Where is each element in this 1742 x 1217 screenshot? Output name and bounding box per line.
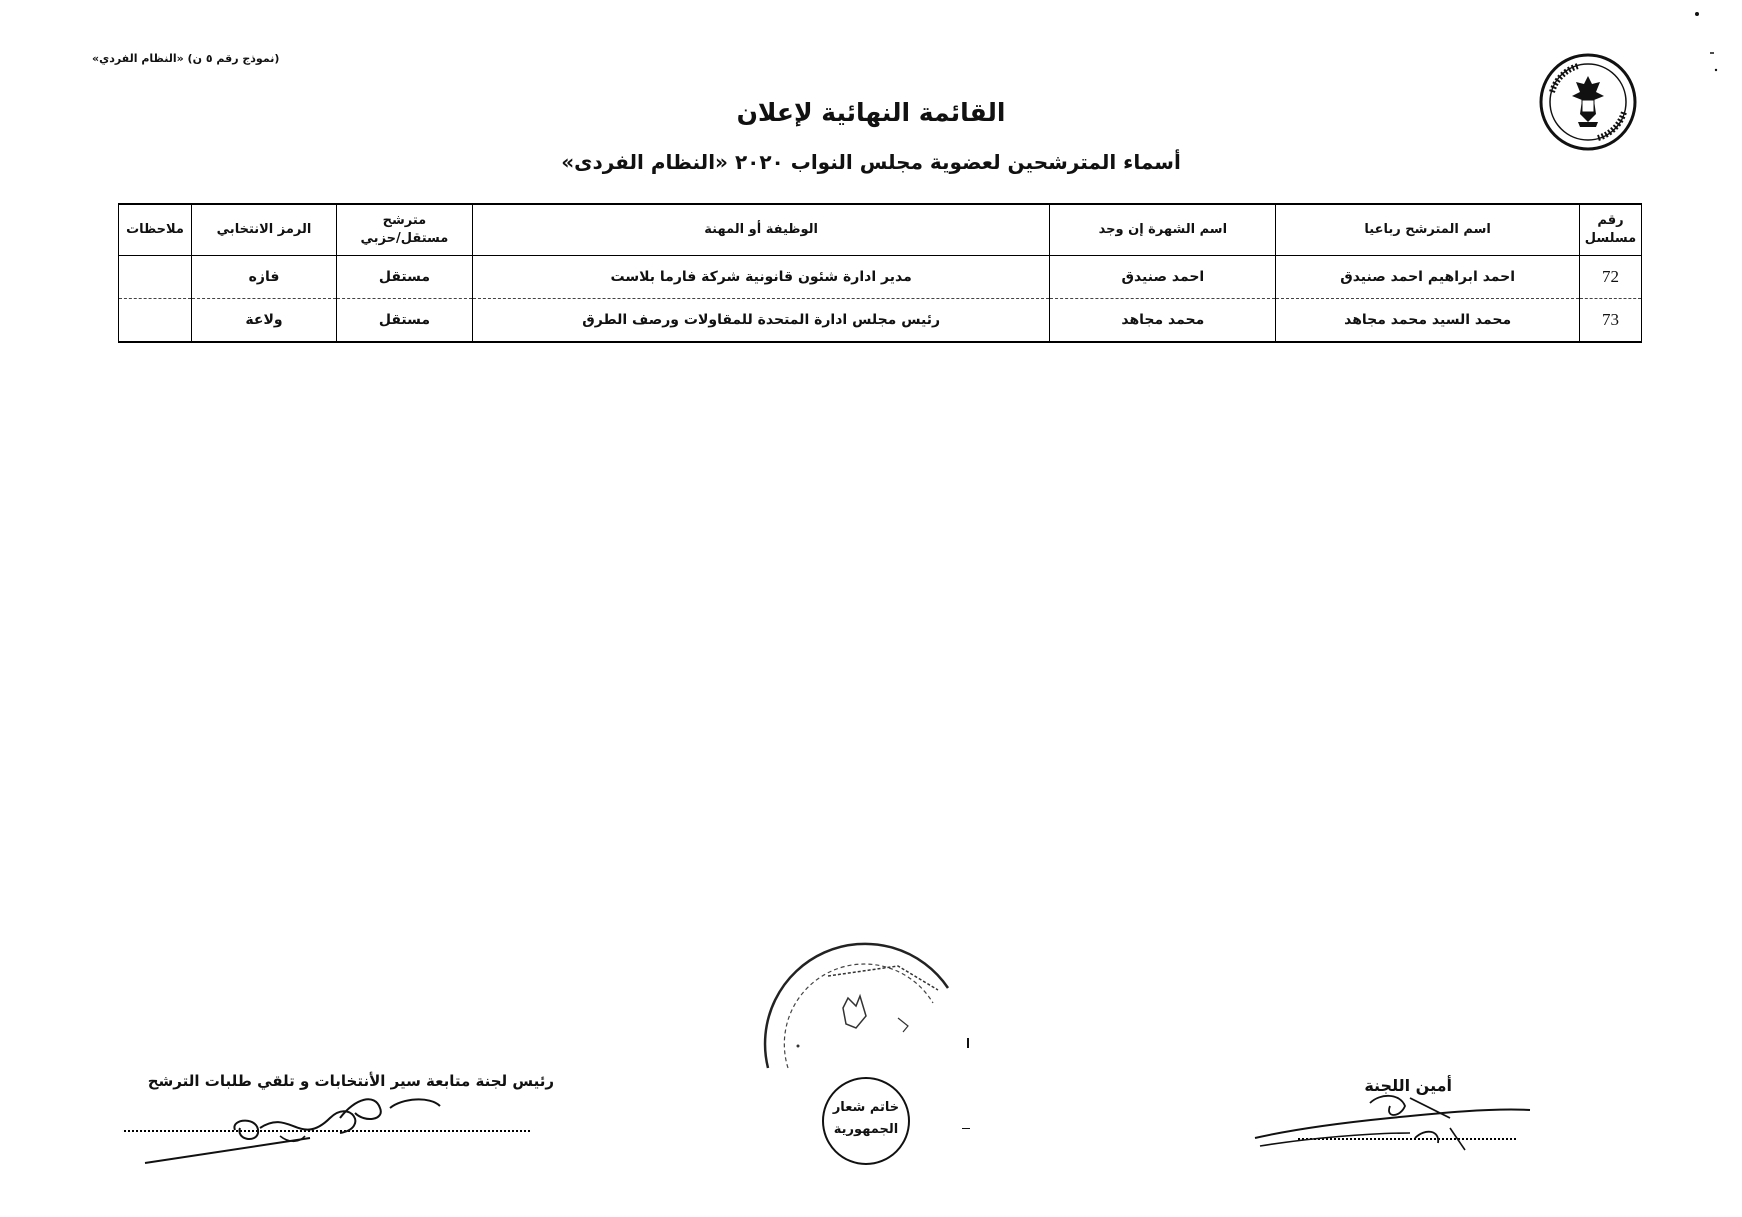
cell-serial: 72 [1580, 256, 1642, 299]
header-notes: ملاحظات [119, 204, 192, 256]
cell-nickname: احمد صنيدق [1050, 256, 1276, 299]
committee-secretary-signature [1250, 1088, 1540, 1158]
cell-electoral-symbol: ولاعة [192, 299, 337, 343]
header-serial-line2: مسلسل [1584, 231, 1637, 246]
candidates-table [118, 203, 1642, 343]
page-subtitle: أسماء المترشحين لعضوية مجلس النواب ٢٠٢٠ «النظام الفردى» [561, 150, 1181, 174]
cell-candidate-type: مستقل [336, 299, 472, 343]
cell-serial: 73 [1580, 299, 1642, 343]
cell-nickname: محمد مجاهد [1050, 299, 1276, 343]
cell-full-name: احمد ابراهيم احمد صنيدق [1276, 256, 1580, 299]
header-full-name: اسم المترشح رباعيا [1276, 204, 1580, 256]
table-row [119, 256, 1642, 299]
cell-occupation: مدير ادارة شئون قانونية شركة فارما بلاست [472, 256, 1050, 299]
header-type-line1: مترشح [382, 213, 427, 228]
stamp-line-2: الجمهورية [833, 1122, 899, 1137]
header-nickname: اسم الشهرة إن وجد [1050, 204, 1276, 256]
header-serial-line1: رقم [1597, 213, 1624, 228]
header-candidate-type [336, 204, 472, 256]
cell-candidate-type: مستقل [336, 256, 472, 299]
header-electoral-symbol: الرمز الانتخابي [192, 204, 337, 256]
stamp-line-1: خاتم شعار [832, 1100, 900, 1115]
header-occupation: الوظيفة أو المهنة [472, 204, 1050, 256]
stamp-mark [962, 1128, 970, 1129]
form-number-label: (نموذج رقم ٥ ن) «النظام الفردي» [92, 52, 280, 65]
republic-emblem-stamp [820, 1075, 912, 1167]
header-serial [1580, 204, 1642, 256]
table-row [119, 299, 1642, 343]
official-seal [748, 928, 988, 1078]
table-header-row [119, 204, 1642, 256]
committee-head-label: رئيس لجنة متابعة سير الأنتخابات و تلقي طلبات الترشح [147, 1072, 554, 1090]
header-type-line2: مستقل/حزبي [360, 231, 449, 246]
scan-marks [1680, 8, 1720, 78]
cell-electoral-symbol: فازه [192, 256, 337, 299]
committee-head-signature [140, 1088, 470, 1168]
cell-notes [119, 256, 192, 299]
cell-occupation: رئيس مجلس ادارة المتحدة للمقاولات ورصف الطرق [472, 299, 1050, 343]
cell-full-name: محمد السيد محمد مجاهد [1276, 299, 1580, 343]
page-title: القائمة النهائية لإعلان [736, 98, 1006, 127]
committee-secretary-label: أمين اللجنة [1364, 1076, 1452, 1095]
cell-notes [119, 299, 192, 343]
